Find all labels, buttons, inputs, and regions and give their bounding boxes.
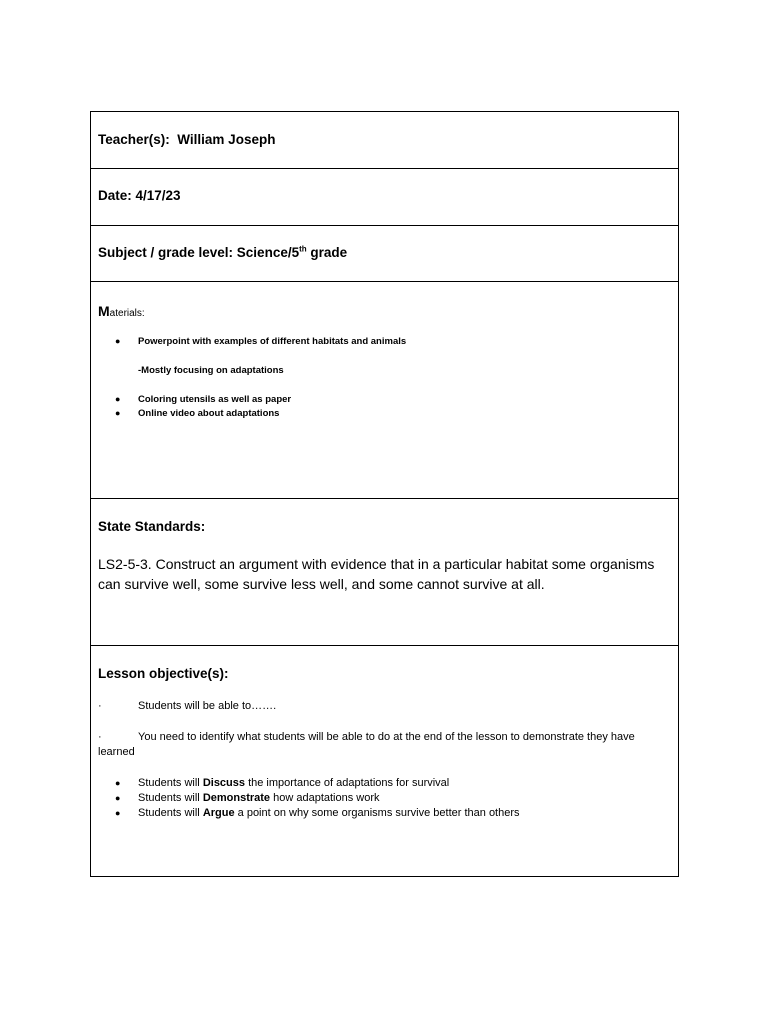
bullet-icon: ● <box>115 336 121 346</box>
teacher-heading <box>98 132 275 147</box>
subject-row <box>91 226 678 282</box>
objective-item-verb: Demonstrate <box>202 792 271 804</box>
standards-title: State Standards: <box>98 519 206 534</box>
subject-heading <box>98 245 347 260</box>
objective-item-verb: Argue <box>202 807 235 819</box>
materials-item: Coloring utensils as well as paper <box>138 394 292 405</box>
date-row <box>91 169 678 226</box>
lesson-plan-table <box>90 111 679 877</box>
objective-item-pre: Students will <box>138 777 203 789</box>
subject-superscript: th <box>299 244 307 254</box>
objective-item <box>138 777 449 789</box>
objective-item <box>138 792 380 804</box>
objectives-row <box>91 646 678 877</box>
bullet-icon: ● <box>115 408 121 418</box>
bullet-icon: ● <box>115 808 121 818</box>
objective-line-text: Students will be able to……. <box>138 700 277 712</box>
objective-line-text: You need to identify what students will be able to do at the end of the lesson to demonstrate they have learned <box>98 731 635 758</box>
objective-item-pre: Students will <box>138 807 203 819</box>
bullet-icon: ● <box>115 394 121 404</box>
teacher-name: William Joseph <box>177 132 276 147</box>
objective-line <box>98 699 668 714</box>
objectives-title: Lesson objective(s): <box>98 666 229 681</box>
subject-prefix: Subject / grade level: Science/5 <box>98 245 300 260</box>
objective-item-post: how adaptations work <box>270 792 380 804</box>
objective-line <box>98 730 668 760</box>
teacher-row <box>91 112 678 169</box>
materials-row <box>91 282 678 499</box>
teacher-label: Teacher(s): <box>98 132 170 147</box>
materials-subitem: -Mostly focusing on adaptations <box>138 365 284 376</box>
standards-text: LS2-5-3. Construct an argument with evidence that in a particular habitat some organisms can survive well, some survive less well, and some cannot survive at all. <box>98 556 655 592</box>
bullet-icon: ● <box>115 793 121 803</box>
materials-title-initial: M <box>98 303 110 319</box>
objective-item-post: a point on why some organisms survive better than others <box>234 807 520 819</box>
objective-item-verb: Discuss <box>202 777 246 789</box>
materials-title-rest: aterials: <box>109 308 145 319</box>
bullet-icon: ● <box>115 778 121 788</box>
dot-bullet-icon: · <box>98 731 102 743</box>
materials-title <box>98 303 145 319</box>
subject-suffix: grade <box>306 245 348 260</box>
date-heading: Date: 4/17/23 <box>98 188 181 203</box>
standards-row <box>91 499 678 646</box>
materials-item: Powerpoint with examples of different habitats and animals <box>138 336 407 347</box>
materials-item: Online video about adaptations <box>138 408 280 419</box>
objective-item-post: the importance of adaptations for survival <box>245 777 450 789</box>
objective-item-pre: Students will <box>138 792 203 804</box>
dot-bullet-icon: · <box>98 700 102 712</box>
objective-item <box>138 807 520 819</box>
